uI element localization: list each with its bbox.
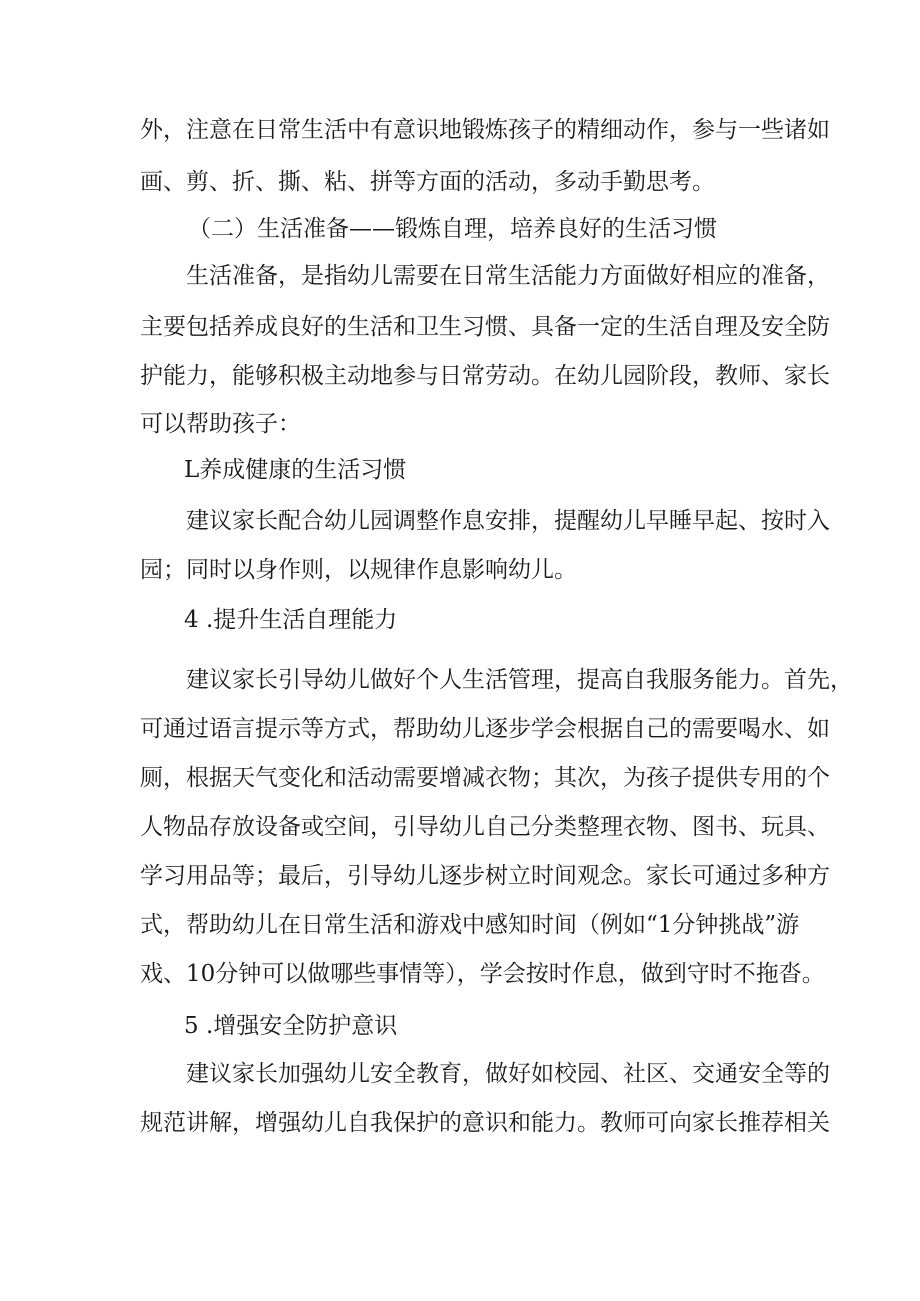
paragraph-line: 戏、10分钟可以做哪些事情等），学会按时作息，做到守时不拖沓。: [140, 961, 825, 987]
subsection-heading: 4 .提升生活自理能力: [184, 607, 398, 633]
paragraph-line: 生活准备，是指幼儿需要在日常生活能力方面做好相应的准备，: [186, 263, 830, 289]
paragraph-line: 可以帮助孩子：: [140, 411, 301, 437]
subsection-heading: 5 .增强安全防护意识: [184, 1013, 398, 1039]
paragraph-line: 外，注意在日常生活中有意识地锻炼孩子的精细动作，参与一些诸如: [140, 117, 830, 143]
subsection-heading: L养成健康的生活习惯: [184, 457, 407, 483]
paragraph-line: 厕，根据天气变化和活动需要增减衣物；其次，为孩子提供专用的个: [140, 765, 830, 791]
paragraph-line: 画、剪、折、撕、粘、拼等方面的活动，多动手勤思考。: [140, 169, 715, 195]
paragraph-line: 护能力，能够积极主动地参与日常劳动。在幼儿园阶段，教师、家长: [140, 363, 830, 389]
section-heading: （二）生活准备——锻炼自理，培养良好的生活习惯: [188, 216, 717, 242]
paragraph-line: 建议家长引导幼儿做好个人生活管理，提高自我服务能力。首先，: [186, 667, 853, 693]
paragraph-line: 规范讲解，增强幼儿自我保护的意识和能力。教师可向家长推荐相关: [140, 1110, 830, 1136]
paragraph-line: 学习用品等；最后，引导幼儿逐步树立时间观念。家长可通过多种方: [140, 863, 830, 889]
paragraph-line: 主要包括养成良好的生活和卫生习惯、具备一定的生活自理及安全防: [140, 314, 830, 340]
paragraph-line: 可通过语言提示等方式，帮助幼儿逐步学会根据自己的需要喝水、如: [140, 716, 830, 742]
paragraph-line: 建议家长配合幼儿园调整作息安排，提醒幼儿早睡早起、按时入: [186, 508, 830, 534]
paragraph-line: 人物品存放设备或空间，引导幼儿自己分类整理衣物、图书、玩具、: [140, 814, 830, 840]
paragraph-line: 园；同时以身作则，以规律作息影响幼儿。: [140, 557, 577, 583]
paragraph-line: 建议家长加强幼儿安全教育，做好如校园、社区、交通安全等的: [186, 1061, 830, 1087]
paragraph-line: 式，帮助幼儿在日常生活和游戏中感知时间（例如“1分钟挑战”游: [140, 912, 800, 938]
